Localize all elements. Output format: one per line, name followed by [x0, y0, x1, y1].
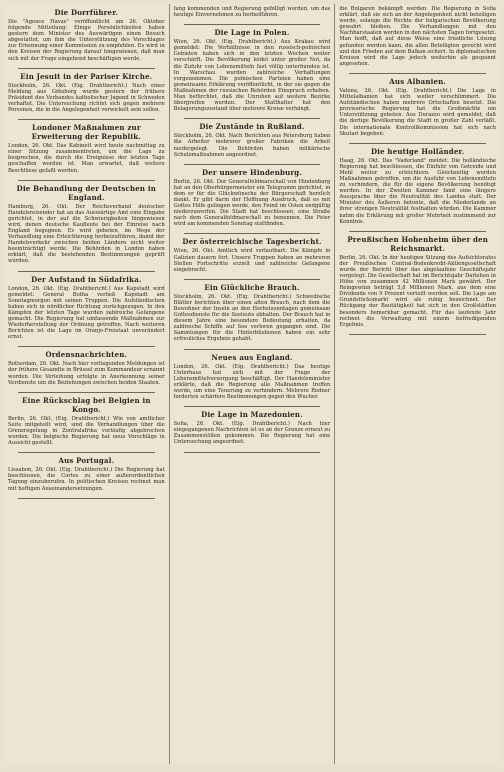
- article-divider: [18, 452, 155, 453]
- article-body: Berlin, 26. Okt. In der heutigen Sitzung des Aufsichtsrates der Preußischen Central-Bodenkredit-Aktiengesellschaft wurde der Bericht über das abgelaufene Geschäftsjahr vorgelegt. Die Gesellschaft hat im Berichtsjahr Darlehen in Höhe von zusammen 42 Millionen Mark gewährt. Der Reingewinn beträgt 5,8 Millionen Mark, aus dem eine Dividende von 9 Prozent verteilt werden soll. Die Lage am Grundstücksmarkt wird als ruhig bezeichnet. Der Rückgang der Bautätigkeit hat sich in den Großstädten besonders bemerkbar gemacht. Für das laufende Jahr rechnet die Verwaltung mit einem befriedigenden Ergebnis.: [339, 254, 497, 328]
- article: [174, 122, 331, 157]
- article-divider: [18, 180, 155, 181]
- article-body: Die "Agence Havas" veröffentlicht am 26. Oktober folgende Mitteilung: Einige Persönlichkeiten haben gestern dem Minister des Auswärtigen einen Besuch abgestattet, um ihm die Unterstützung des Vorschlages zur Ernennung einer Kommission zu empfehlen. Es wird in den Kreisen der Regierung darauf hingewiesen, daß man sich mit der Frage eingehend beschäftigen werde.: [8, 19, 165, 62]
- article-headline: Die Lage in Polen.: [214, 28, 290, 38]
- article: [174, 6, 331, 18]
- article-divider: [184, 406, 321, 407]
- article-headline: Ein Glückliche Brauch.: [204, 282, 300, 292]
- article-body: Berlin, 26. Okt. Der Generalfeldmarschall von Hindenburg hat an den Oberbürgermeister ein Telegramm gerichtet, in dem er für die Glückwünsche der Bürgerschaft herzlich dankt. Er gibt darin der Hoffnung Ausdruck, daß es mit Gottes Hilfe gelingen werde, den Feind im Osten endgültig niederzuwerfen. Die Stadt hat beschlossen, eine Straße nach dem Generalfeldmarschall zu benennen. Die Feier wird am kommenden Sonntag stattfinden.: [173, 178, 331, 228]
- article-divider: [18, 392, 155, 393]
- article-headline: Die Zustände in Rußland.: [199, 122, 305, 132]
- article-headline: Ordensnachrichten.: [45, 350, 128, 360]
- article-divider: [18, 498, 155, 499]
- article-divider: [349, 143, 486, 144]
- article-divider: [184, 349, 321, 350]
- article: [174, 353, 331, 401]
- article-body: Rotterdam, 26. Okt. Nach hier vorliegenden Meldungen ist der frühere Gesandte in Brüssel zum Kommandeur ernannt worden. Die Verleihung erfolgte in Anerkennung seiner Verdienste um die Beziehungen zwischen beiden Staaten.: [8, 361, 165, 386]
- article-body: London, 26. Okt. (Eig. Drahtbericht.) Das heutige Unterhaus hat sich mit der Frage der Lebensmittelversorgung beschäftigt. Der Handelsminister erklärte, daß die Regierung alle Maßnahmen treffen werde, um eine Teuerung zu verhindern. Mehrere Redner forderten schärfere Bestimmungen gegen den Wucher.: [173, 363, 331, 401]
- article-headline: Neues aus England.: [211, 352, 293, 362]
- article-headline: Eine Rückschlag bei Belgien in Kongo.: [22, 395, 151, 414]
- article: [8, 396, 165, 446]
- article-body: Lissabon, 26. Okt. (Eig. Drahtbericht.) Die Regierung hat beschlossen, die Cortes zu einer außerordentlichen Tagung einzuberufen. In politischen Kreisen rechnet man mit heftigen Auseinandersetzungen.: [8, 467, 165, 492]
- article-body: Stockholm, 26. Okt. (Eig. Drahtbericht.) Schwedische Blätter berichten über einen alten Brauch, nach dem die Bewohner der Inseln an den Herbstsonntagen gemeinsam Gottesdienste für die Seeleute abhalten. Der Brauch hat in diesem Jahre eine besondere Bedeutung erhalten, da zahlreiche Schiffe auf See verloren gegangen sind. Die Sammlungen für die Hinterbliebenen haben ein sehr erfreuliches Ergebnis gehabt.: [173, 293, 331, 343]
- article: [8, 8, 165, 62]
- article-divider: [18, 346, 155, 347]
- article-body: Hamburg, 26. Okt. Der Reichsverband deutscher Handelsreisender hat an das Auswärtige Amt eine Eingabe gerichtet, in der auf die Schwierigkeiten hingewiesen wird, denen deutsche Kaufleute bei der Einreise nach England begegnen. Es wird gebeten, im Wege der Verhandlung eine Erleichterung herbeizuführen, damit der Handelsverkehr zwischen beiden Ländern nicht weiter beeinträchtigt werde. Die Behörden in London haben erklärt, daß die bestehenden Bestimmungen geprüft würden.: [8, 203, 165, 265]
- article-divider: [184, 452, 321, 453]
- article-headline: Aus Portugal.: [58, 456, 115, 466]
- article-body: die Bulgaren bekämpft werden. Die Regierung in Sofia erklärt, daß sie sich an der Angelegenheit nicht beteiligen werde, solange die Rechte der bulgarischen Bevölkerung gewahrt bleiben. Die Verhandlungen mit den Nachbarstaaten werden in den nächsten Tagen fortgesetzt. Man hofft, daß auf diese Weise eine friedliche Lösung gefunden werden kann, die allen Beteiligten gerecht wird und den Frieden auf dem Balkan sichert. In diplomatischen Kreisen wird die Lage jedoch weiterhin als gespannt angesehen.: [339, 6, 497, 67]
- article: [8, 123, 165, 173]
- article-body: Wien, 26. Okt. (Eig. Drahtbericht.) Aus Krakau wird gemeldet: Die Verhältnisse in den russisch-polnischen Gebieten haben sich in den letzten Wochen weiter verschärft. Die Bevölkerung leidet unter großer Not, da die Zufuhr von Lebensmitteln fast völlig unterbunden ist. In Warschau wurden zahlreiche Verhaftungen vorgenommen. Die polnischen Parteien haben eine gemeinsame Erklärung veröffentlicht, in der sie gegen die Maßnahmen der russischen Behörden Einspruch erheben. Man befürchtet, daß die Unruhen auf weitere Bezirke übergreifen werden. Der Statthalter hat den Belagerungszustand über mehrere Kreise verhängt.: [173, 39, 331, 113]
- article-divider: [18, 119, 155, 120]
- article-body: Stockholm, 26. Okt. Nach Berichten aus Petersburg haben die Arbeiter mehrerer großer Fabriken die Arbeit niedergelegt. Die Behörden haben militärische Schutzmaßnahmen angeordnet.: [173, 133, 331, 158]
- article-body: London, 26. Okt. Das Kabinett wird heute nachmittag zu einer Sitzung zusammentreten, um die Lage zu besprechen, die durch die Ereignisse der letzten Tage geschaffen worden ist. Man erwartet, daß weitere Beschlüsse gefaßt werden.: [8, 143, 165, 174]
- article-headline: Ein Jesuit in der Pariser Kirche.: [20, 71, 153, 81]
- article-body: London, 26. Okt. (Eig. Drahtbericht.) Aus Kapstadt wird gemeldet: General Botha verließ Kapstadt am Sonntagmorgen mit seinen Truppen. Die Aufständischen haben sich in nördlicher Richtung zurückgezogen. In den Kämpfen der letzten Tage wurden zahlreiche Gefangene gemacht. Die Regierung hat umfassende Maßnahmen zur Wiederherstellung der Ordnung getroffen. Nach weiteren Berichten ist die Lage im Oranje-Freistaat unverändert ernst.: [8, 285, 165, 341]
- article-headline: Die Behandlung der Deutschen in England.: [16, 183, 156, 202]
- article-body: Haag, 26. Okt. Das "Vaderland" meldet: Die holländische Regierung hat beschlossen, die Einfuhr von Getreide und Mehl weiter zu erleichtern. Gleichzeitig werden Maßnahmen getroffen, um die Ausfuhr von Lebensmitteln zu verhindern, die für die eigene Bevölkerung benötigt werden. In der Zweiten Kammer fand eine längere Aussprache über die Neutralität des Landes statt. Der Minister des Äußeren betonte, daß die Niederlande an ihrer strengen Neutralität festhalten würden. Die Kammer nahm die Erklärung mit großer Mehrheit zustimmend zur Kenntnis.: [339, 157, 497, 225]
- article: [8, 72, 165, 113]
- article-divider: [184, 233, 321, 234]
- article-divider: [184, 24, 321, 25]
- article: [174, 237, 331, 272]
- article-body: Sofia, 26. Okt. (Eig. Drahtbericht.) Nach hier eingegangenen Nachrichten ist es an der Grenze erneut zu Zusammenstößen gekommen. Die Regierung hat eine Untersuchung angeordnet.: [173, 421, 331, 446]
- article: [174, 168, 331, 228]
- column-1: [4, 4, 170, 764]
- article-divider: [184, 118, 321, 119]
- article: [174, 410, 331, 445]
- column-3: [335, 4, 500, 764]
- article-headline: Die heutige Holländer.: [370, 146, 465, 156]
- article-divider: [349, 334, 486, 335]
- article: [174, 283, 331, 343]
- article-body: Valona, 26. Okt. (Eig. Drahtbericht.) Die Lage in Mittelalbanien hat sich weiter verschlimmert. Die Aufständischen haben mehrere Ortschaften besetzt. Die provisorische Regierung hat die Großmächte um Unterstützung gebeten. Aus Durazzo wird gemeldet, daß die dortige Bevölkerung die Stadt in großer Zahl verläßt. Die internationale Kontrollkommission hat sich nach Skutari begeben.: [339, 87, 497, 137]
- article-divider: [18, 271, 155, 272]
- article: [8, 184, 165, 265]
- article: [339, 6, 496, 67]
- article-body: fang kommenden und Regierung gebilligt werden, um das heutige Einvernehmen zu herbeiführen.: [173, 6, 331, 19]
- article-divider: [184, 164, 321, 165]
- article: [8, 350, 165, 385]
- article-divider: [349, 231, 486, 232]
- newspaper-page: [4, 4, 500, 764]
- article-headline: Londoner Maßnahmen zur Erweiterung der Republik.: [31, 123, 141, 142]
- article-divider: [349, 73, 486, 74]
- article-body: Stockholm, 26. Okt. (Eig. Drahtbericht.) Nach einer Meldung aus Göteborg wurde gestern der frühere Präsident des Verbandes katholischer Jugend in Schweden verhaftet. Die Untersuchung richtet sich gegen mehrere Personen, die in die Angelegenheit verwickelt sein sollen.: [8, 82, 165, 114]
- article-headline: Die Lage in Mazedonien.: [201, 410, 303, 420]
- article-headline: Der unsere Hindenburg.: [202, 167, 303, 177]
- article-headline: Der Aufstand in Südafrika.: [31, 274, 142, 284]
- article: [339, 147, 496, 225]
- article-headline: Der österreichische Tagesbericht.: [182, 237, 322, 247]
- article-body: Berlin, 26. Okt. (Eig. Drahtbericht.) Wie von amtlicher Seite mitgeteilt wird, sind die Verhandlungen über die Grenzregelung in Zentralafrika vorläufig abgebrochen worden. Die belgische Regierung hat neue Vorschläge in Aussicht gestellt.: [8, 415, 165, 447]
- column-2: [170, 4, 336, 764]
- article: [8, 456, 165, 491]
- article: [8, 275, 165, 341]
- article-headline: Preußischen Hohenheim über den Reichsmarkt.: [347, 234, 489, 253]
- article-body: Wien, 26. Okt. Amtlich wird verlautbart: Die Kämpfe in Galizien dauern fort. Unsere Truppen haben an mehreren Stellen Fortschritte erzielt und zahlreiche Gefangene eingebracht.: [173, 248, 331, 273]
- article-divider: [18, 68, 155, 69]
- article-divider: [184, 279, 321, 280]
- article-headline: Aus Albanien.: [389, 76, 447, 86]
- article-headline: Die Dorrführer.: [54, 8, 119, 17]
- article: [339, 235, 496, 328]
- article: [174, 28, 331, 112]
- article: [339, 77, 496, 137]
